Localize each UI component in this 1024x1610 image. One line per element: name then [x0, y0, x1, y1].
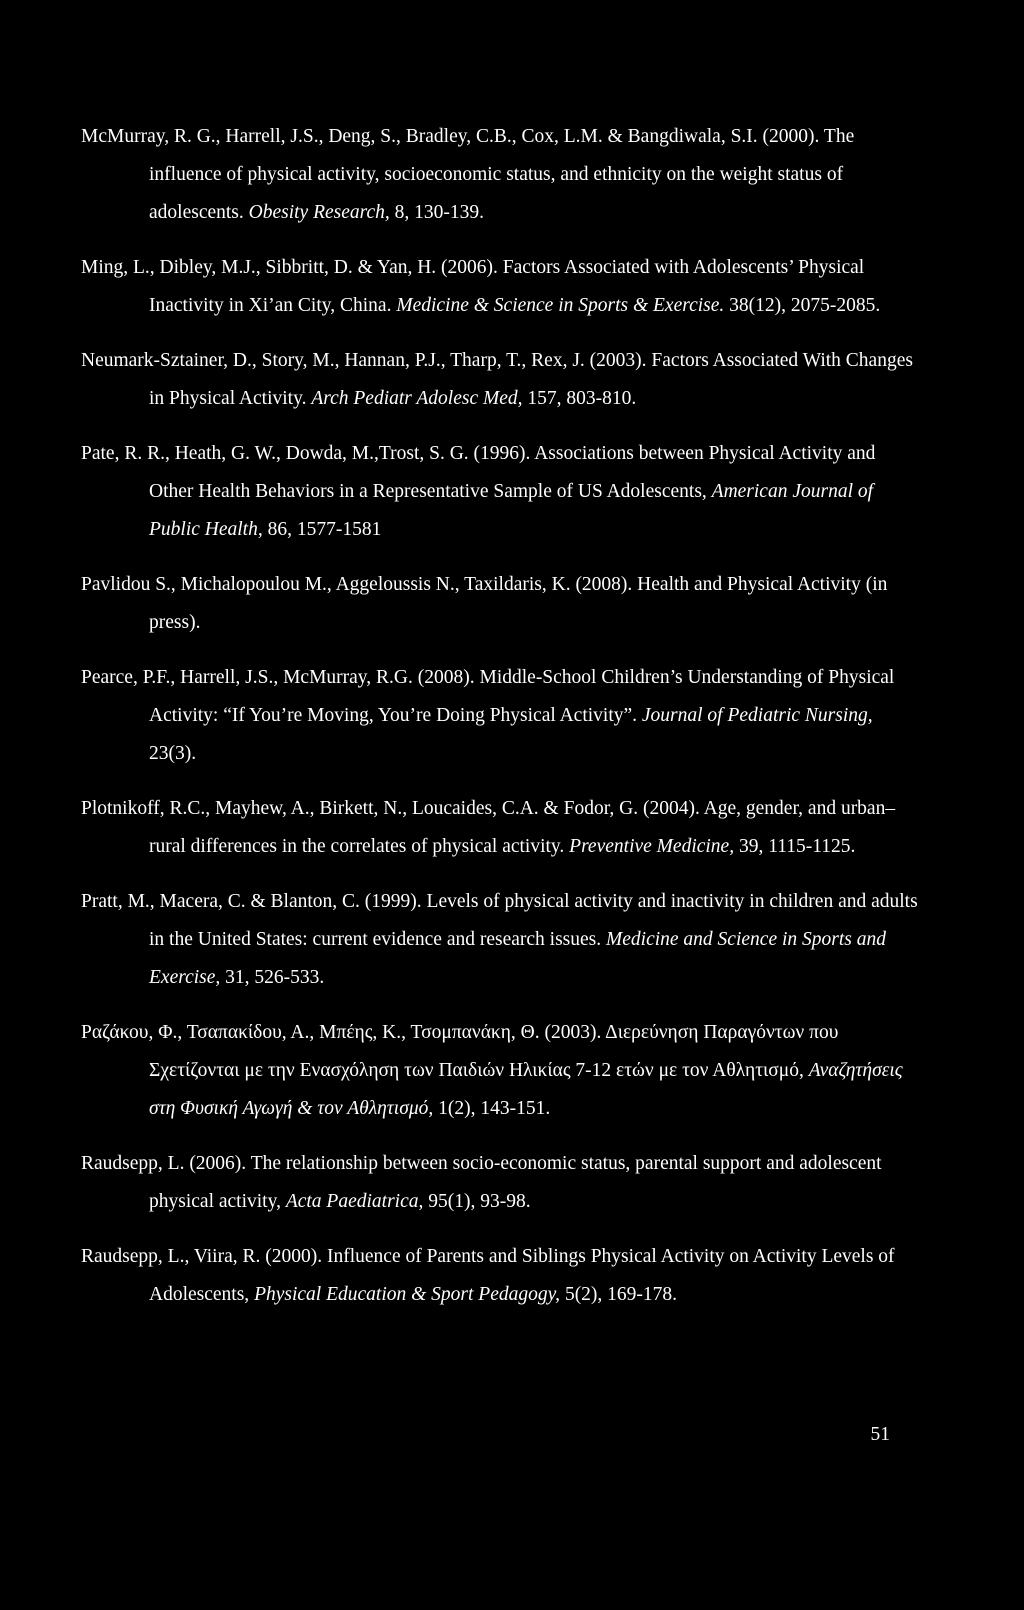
reference-text: Ming, L., Dibley, M.J., Sibbritt, D. & Yan, H. (2006). Factors Associated with Adolescents’ Physical Inactivity in Xi’an City, China. [81, 257, 865, 316]
reference-details: 31, 526-533. [220, 967, 325, 988]
reference-details: 1(2), 143-151. [433, 1098, 551, 1119]
reference-entry [81, 659, 921, 773]
reference-entry [81, 1238, 921, 1314]
reference-details: 5(2), 169-178. [560, 1284, 678, 1305]
reference-journal: Obesity Research, [248, 202, 390, 223]
reference-journal: Physical Education & Sport Pedagogy, [254, 1284, 561, 1305]
reference-text: Pearce, P.F., Harrell, J.S., McMurray, R.G. (2008). Middle-School Children’s Understanding of Physical Activity: “If You’re Moving, You’re Doing Physical Activity”. [81, 667, 895, 726]
reference-text: Pratt, M., Macera, C. & Blanton, C. (1999). Levels of physical activity and inactivity in children and adults in the United States: current evidence and research issues. [81, 891, 918, 950]
reference-text: Neumark-Sztainer, D., Story, M., Hannan, P.J., Tharp, T., Rex, J. (2003). Factors Associated With Changes in Physical Activity. [81, 350, 913, 409]
reference-text: Ραζάκου, Φ., Τσαπακίδου, Α., Μπέης, Κ., Τσομπανάκη, Θ. (2003). Διερεύνηση Παραγόντων που Σχετίζονται με την Ενασχόληση των Παιδιών Ηλικίας 7-12 ετών με τον Αθλητισμό, [81, 1022, 839, 1081]
reference-details: 8, 130-139. [389, 202, 485, 223]
reference-entry [81, 883, 921, 997]
reference-journal: American Journal of Public Health, [149, 481, 874, 540]
reference-entry [81, 1014, 921, 1128]
reference-entry [81, 342, 921, 418]
reference-list [81, 118, 921, 1331]
reference-text: Pate, R. R., Heath, G. W., Dowda, M.,Trost, S. G. (1996). Associations between Physical Activity and Other Health Behaviors in a Representative Sample of US Adolescents, [81, 443, 876, 502]
reference-entry [81, 566, 921, 642]
reference-details: 38(12), 2075-2085. [724, 295, 881, 316]
reference-entry [81, 118, 921, 232]
reference-journal: Medicine & Science in Sports & Exercise. [396, 295, 725, 316]
reference-text: Plotnikoff, R.C., Mayhew, A., Birkett, N., Loucaides, C.A. & Fodor, G. (2004). Age, gender, and urban–rural differences in the correlates of physical activity. [81, 798, 896, 857]
reference-text: Raudsepp, L. (2006). The relationship between socio-economic status, parental support and adolescent physical activity, [81, 1153, 882, 1212]
reference-text: McMurray, R. G., Harrell, J.S., Deng, S., Bradley, C.B., Cox, L.M. & Bangdiwala, S.I. (2000). The influence of physical activity, socioeconomic status, and ethnicity on the weight status of adolescents. [81, 126, 855, 223]
reference-journal: Preventive Medicine, [569, 836, 735, 857]
reference-details: 157, 803-810. [522, 388, 637, 409]
page-number: 51 [870, 1424, 890, 1445]
reference-journal: Medicine and Science in Sports and Exercise, [149, 929, 886, 988]
reference-text: Pavlidou S., Michalopoulou M., Aggeloussis N., Taxildaris, K. (2008). Health and Physical Activity (in press). [81, 574, 888, 633]
reference-journal: Αναζητήσεις στη Φυσική Αγωγή & τον Αθλητισμό, [149, 1060, 903, 1119]
reference-entry [81, 249, 921, 325]
reference-journal: Arch Pediatr Adolesc Med, [311, 388, 523, 409]
reference-details: 95(1), 93-98. [423, 1191, 531, 1212]
reference-text: Raudsepp, L., Viira, R. (2000). Influence of Parents and Siblings Physical Activity on Activity Levels of Adolescents, [81, 1246, 895, 1305]
reference-entry [81, 435, 921, 549]
reference-entry [81, 790, 921, 866]
reference-journal: Acta Paediatrica, [285, 1191, 424, 1212]
reference-entry [81, 1145, 921, 1221]
reference-details: 23(3). [149, 743, 197, 764]
reference-journal: Journal of Pediatric Nursing, [641, 705, 873, 726]
reference-details: 39, 1115-1125. [734, 836, 856, 857]
reference-details: 86, 1577-1581 [262, 519, 382, 540]
